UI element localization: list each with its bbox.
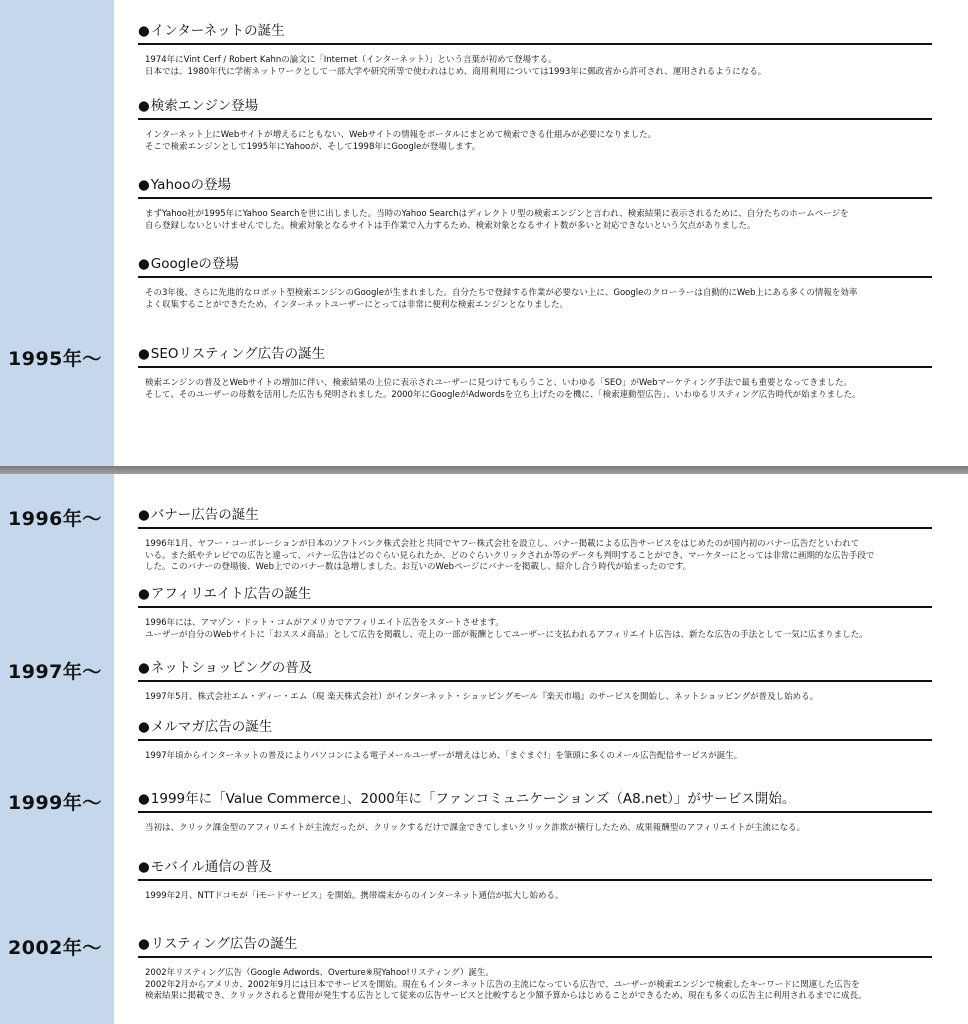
section-rule	[138, 197, 932, 199]
section-affiliate-ad	[138, 586, 932, 641]
section-seo-listing	[138, 346, 932, 401]
year-label-1996: 1996年～	[8, 508, 102, 530]
section-rule	[138, 118, 932, 120]
section-body: 1997年5月、株式会社エム・ディー・エム（現 楽天株式会社）がインターネット・ショッピングモール『楽天市場』のサービスを開始し、ネットショッピングが普及し始める。	[145, 692, 819, 702]
section-rule	[138, 527, 932, 529]
section-body: 当初は、クリック課金型のアフィリエイトが主流だったが、クリックするだけで課金できてしまいクリック詐欺が横行したため、成果報酬型のアフィリエイトが主流になる。	[145, 823, 805, 833]
section-body: 検索エンジンの普及とWebサイトの増加に伴い、検索結果の上位に表示されユーザーに見つけてもらうこと、いわゆる「SEO」がWebマーケティング手法で最も重要となってきました。 そして、そのユーザーの母数を活用した広告も発明されました。2000年にGoogleがAdwordsを立ち上げたのを機に、「検索連動型広告」、いわゆるリスティング広告時代が始まりました。	[145, 378, 861, 400]
section-body: まずYahoo社が1995年にYahoo Searchを世に出しました。当時のYahoo Searchはディレクトリ型の検索エンジンと言われ、検索結果に表示されるために、自分たちのホームページを 自ら登録しないといけませんでした。検索対象となるサイトは手作業で入力するため、検索対象となるサイト数が多いと対応できないという欠点がありました。	[145, 209, 849, 231]
section-rule	[138, 43, 932, 45]
year-label-1999: 1999年～	[8, 792, 102, 814]
bullet-icon: ●	[138, 507, 150, 523]
section-title: ●モバイル通信の普及	[138, 859, 273, 875]
section-title: ●ネットショッピングの普及	[138, 660, 313, 676]
section-rule	[138, 366, 932, 368]
section-title: ●Googleの登場	[138, 256, 239, 272]
bullet-icon: ●	[138, 177, 150, 193]
section-title: ●インターネットの誕生	[138, 23, 285, 39]
section-title: ●Yahooの登場	[138, 177, 232, 193]
section-rule	[138, 739, 932, 741]
section-title: ●検索エンジン登場	[138, 98, 259, 114]
section-rule	[138, 680, 932, 682]
section-google	[138, 256, 932, 311]
section-net-shopping	[138, 660, 932, 704]
bullet-icon: ●	[138, 256, 150, 272]
bullet-icon: ●	[138, 859, 150, 875]
section-rule	[138, 956, 932, 958]
section-title: ●1999年に「Value Commerce」、2000年に「ファンコミュニケーションズ（A8.net）」がサービス開始。	[138, 791, 796, 807]
bullet-icon: ●	[138, 586, 150, 602]
section-banner-ad	[138, 507, 932, 574]
timeline-panel-1996-2002	[0, 474, 968, 1024]
section-title: ●リスティング広告の誕生	[138, 936, 298, 952]
section-mobile	[138, 859, 932, 903]
section-body: 1974年にVint Cerf / Robert Kahnの論文に「Internet（インターネット）」という言葉が初めて登場する。 日本では、1980年代に学術ネットワークとして一部大学や研究所等で使われはじめ、商用利用については1993年に郵政省から許可され、運用されるようになる。	[145, 55, 767, 77]
section-yahoo	[138, 177, 932, 232]
bullet-icon: ●	[138, 936, 150, 952]
timeline-panel-1995	[0, 0, 968, 466]
bullet-icon: ●	[138, 719, 150, 735]
section-title: ●バナー広告の誕生	[138, 507, 259, 523]
section-rule	[138, 879, 932, 881]
year-label-1997: 1997年～	[8, 661, 102, 683]
section-mailmag-ad	[138, 719, 932, 763]
section-body: 1997年頃からインターネットの普及によりパソコンによる電子メールユーザーが増えはじめ、「まぐまぐ!」を筆頭に多くのメール広告配信サービスが誕生。	[145, 751, 743, 761]
section-title: ●アフィリエイト広告の誕生	[138, 586, 312, 602]
section-body: 1996年には、アマゾン・ドット・コムがアメリカでアフィリエイト広告をスタートさせます。 ユーザーが自分のWebサイトに「おススメ商品」として広告を掲載し、売上の一部が報酬としてユーザーに支払われるアフィリエイト広告は、新たな広告の手法として一気に広まりました。	[145, 618, 868, 640]
section-rule	[138, 606, 932, 608]
bullet-icon: ●	[138, 791, 150, 807]
section-internet-birth	[138, 23, 932, 78]
section-rule	[138, 811, 932, 813]
panel-divider	[0, 466, 968, 474]
section-rule	[138, 276, 932, 278]
bullet-icon: ●	[138, 23, 150, 39]
section-listing-ad	[138, 936, 932, 1003]
section-title: ●SEOリスティング広告の誕生	[138, 346, 326, 362]
section-body: インターネット上にWebサイトが増えるにともない、Webサイトの情報をポータルにまとめて検索できる仕組みが必要になりました。 そこで検索エンジンとして1995年にYahooが、そして1998年にGoogleが登場します。	[145, 130, 657, 152]
year-sidebar	[0, 474, 114, 1024]
section-body: 1999年2月、NTTドコモが「iモードサービス」を開始。携帯端末からのインターネット通信が拡大し始める。	[145, 891, 564, 901]
section-body: その3年後、さらに先進的なロボット型検索エンジンのGoogleが生まれました。自分たちで登録する作業が必要ない上に、Googleのクローラーは自動的にWeb上にある多くの情報を効率 よく収集することができたため、インターネットユーザーにとっては非常に便利な検索エンジンとなりました。	[145, 288, 858, 310]
bullet-icon: ●	[138, 98, 150, 114]
year-sidebar	[0, 0, 114, 466]
bullet-icon: ●	[138, 346, 150, 362]
bullet-icon: ●	[138, 660, 150, 676]
section-value-commerce	[138, 791, 932, 835]
year-label-1995: 1995年～	[8, 348, 102, 370]
section-body: 1996年1月、ヤフー・コーポレーションが日本のソフトバンク株式会社と共同でヤフー株式会社を設立し、バナー掲載による広告サービスをはじめたのが国内初のバナー広告だといわれて いる。また紙やテレビでの広告と違って、バナー広告はどのぐらい見られたか、どのぐらいクリックされか等のデータも判明することができ、マーケターにとっては非常に画期的な広告手段で した。このバナーの登場後、Web上でのバナー数は急増しました。お互いのWebページにバナーを掲載し、紹介し合う時代が始まったのです。	[145, 539, 875, 572]
section-search-engine	[138, 98, 932, 153]
year-label-2002: 2002年～	[8, 937, 102, 959]
section-title: ●メルマガ広告の誕生	[138, 719, 273, 735]
section-body: 2002年リスティング広告（Google Adwords、Overture※現Yahoo!リスティング）誕生。 2002年2月からアメリカ、2002年9月には日本でサービスを開始。現在もインターネット広告の主流になっている広告で、ユーザーが検索エンジンで検索したキーワードに関連した広告を 検索結果に掲載でき、クリックされると費用が発生する広告として従来の広告サービスと比較すると少額予算からはじめることができるため、現在も多くの広告主に利用されるまでに成長。	[145, 968, 867, 1001]
